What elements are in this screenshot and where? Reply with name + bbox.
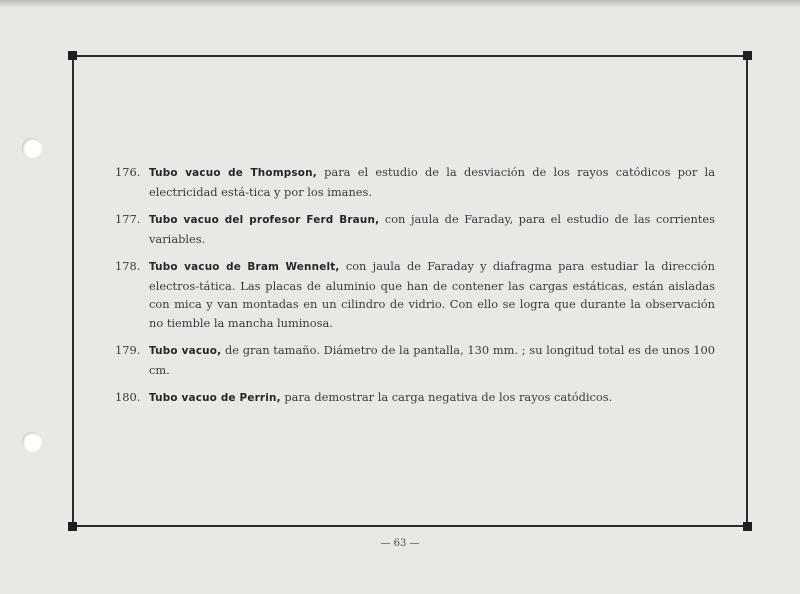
entry-number: 178. <box>115 259 141 273</box>
entry-body <box>149 257 715 332</box>
entry-description: con jaula de Faraday y diafragma para estudiar la dirección electros-tática. Las placas de aluminio que han de contener las cargas estáticas, están aisladas con mica y van montadas en un cilindro de vidrio. Con ello se logra que durante la observación no tiemble la mancha luminosa. <box>149 259 715 330</box>
catalog-entry-177 <box>115 210 715 248</box>
catalog-entry-178 <box>115 257 715 332</box>
page-number: — 63 — <box>380 538 420 549</box>
catalog-entry-176 <box>115 163 715 201</box>
entry-description: para demostrar la carga negativa de los rayos catódicos. <box>280 390 613 404</box>
catalog-entries <box>115 163 715 417</box>
entry-body <box>149 163 715 201</box>
entry-number: 180. <box>115 390 141 404</box>
entry-body <box>149 388 715 408</box>
frame-corner-bottom-right <box>743 522 752 531</box>
catalog-entry-180 <box>115 388 715 408</box>
punch-hole-top <box>22 138 42 158</box>
entry-number: 179. <box>115 343 141 357</box>
page-top-edge <box>0 0 800 8</box>
entry-description: para el estudio de la desviación de los rayos catódicos por la electricidad está-tica y por los imanes. <box>149 165 715 199</box>
entry-number: 176. <box>115 165 141 179</box>
entry-title: Tubo vacuo del profesor Ferd Braun, <box>149 214 380 226</box>
frame-corner-top-left <box>68 51 77 60</box>
entry-title: Tubo vacuo de Perrin, <box>149 392 281 404</box>
entry-title: Tubo vacuo, <box>149 345 222 357</box>
entry-body <box>149 341 715 379</box>
entry-number: 177. <box>115 212 141 226</box>
frame-corner-bottom-left <box>68 522 77 531</box>
entry-description: de gran tamaño. Diámetro de la pantalla, 130 mm. ; su longitud total es de unos 100 cm. <box>149 343 715 377</box>
entry-title: Tubo vacuo de Thompson, <box>149 167 317 179</box>
catalog-entry-179 <box>115 341 715 379</box>
frame-corner-top-right <box>743 51 752 60</box>
entry-description: con jaula de Faraday, para el estudio de las corrientes variables. <box>149 212 715 246</box>
entry-title: Tubo vacuo de Bram Wennelt, <box>149 261 340 273</box>
punch-hole-bottom <box>22 432 42 452</box>
entry-body <box>149 210 715 248</box>
